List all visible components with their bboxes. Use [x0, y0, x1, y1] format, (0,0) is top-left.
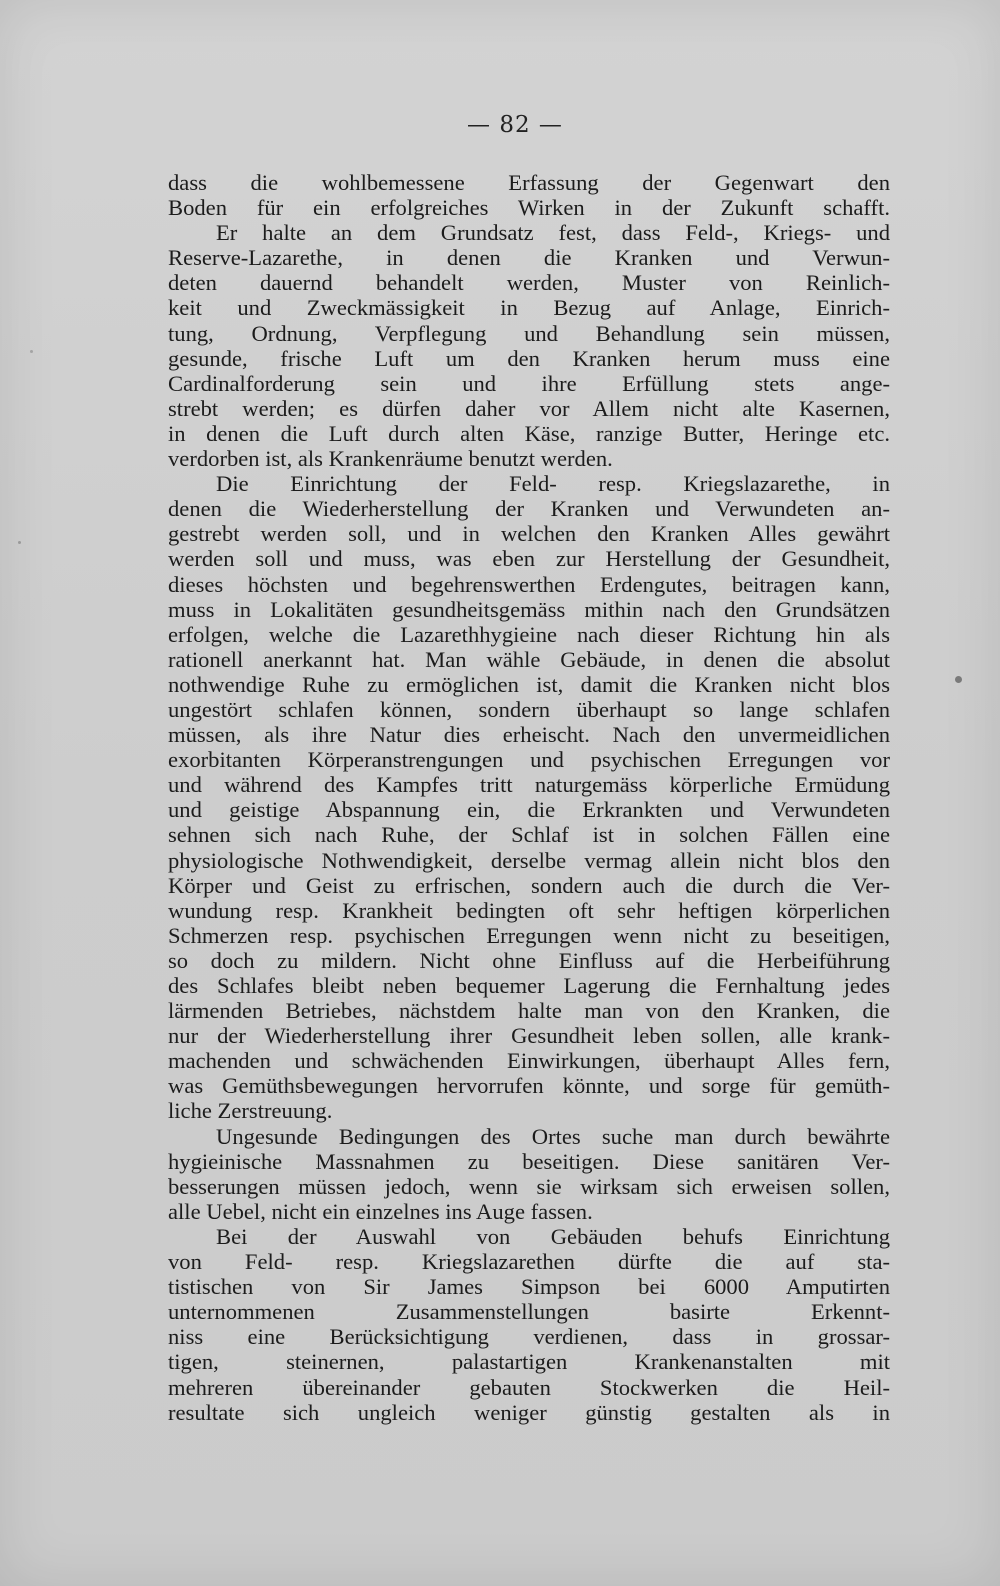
text-line: Bei der Auswahl von Gebäuden behufs Einrichtung	[216, 1223, 890, 1249]
text-line: müssen, als ihre Natur dies erheischt. Nach den unvermeidlichen	[168, 722, 890, 748]
paper-speck	[955, 676, 962, 683]
text-line: und während des Kampfes tritt naturgemäss körperliche Ermüdung	[168, 772, 890, 798]
text-line: Cardinalforderung sein und ihre Erfüllung stets ange-	[168, 370, 890, 396]
text-line: strebt werden; es dürfen daher vor Allem nicht alte Kasernen,	[168, 395, 890, 421]
text-line: unternommenen Zusammenstellungen basirte Erkennt-	[168, 1299, 890, 1325]
text-line: werden soll und muss, was eben zur Herstellung der Gesundheit,	[168, 546, 890, 572]
text-line: sehnen sich nach Ruhe, der Schlaf ist in solchen Fällen eine	[168, 822, 890, 848]
text-line: Die Einrichtung der Feld- resp. Kriegslazarethe, in	[216, 471, 890, 497]
text-line: verdorben ist, als Krankenräume benutzt werden.	[168, 446, 613, 472]
text-line: wundung resp. Krankheit bedingten oft sehr heftigen körperlichen	[168, 897, 890, 923]
text-line: Reserve-Lazarethe, in denen die Kranken und Verwun-	[168, 245, 890, 271]
text-line: des Schlafes bleibt neben bequemer Lagerung die Fernhaltung jedes	[168, 973, 890, 998]
text-line: ungestört schlafen können, sondern überhaupt so lange schlafen	[168, 696, 890, 722]
text-line: was Gemüthsbewegungen hervorrufen könnte, und sorge für gemüth-	[168, 1073, 890, 1099]
text-line: tung, Ordnung, Verpflegung und Behandlung sein müssen,	[168, 320, 890, 346]
text-line: liche Zerstreuung.	[168, 1098, 333, 1124]
paper-speck	[30, 350, 33, 353]
text-line: niss eine Berücksichtigung verdienen, dass in grossar-	[168, 1324, 890, 1350]
text-line: Er halte an dem Grundsatz fest, dass Feld-, Kriegs- und	[216, 220, 890, 246]
text-line: und geistige Abspannung ein, die Erkrankten und Verwundeten	[168, 797, 890, 823]
text-line: erfolgen, welche die Lazarethhygieine nach dieser Richtung hin als	[168, 621, 890, 647]
paper-speck	[18, 541, 21, 544]
text-line: keit und Zweckmässigkeit in Bezug auf Anlage, Einrich-	[168, 295, 890, 321]
text-line: tistischen von Sir James Simpson bei 6000 Amputirten	[168, 1274, 890, 1300]
text-line: nothwendige Ruhe zu ermöglichen ist, damit die Kranken nicht blos	[168, 671, 890, 697]
text-line: besserungen müssen jedoch, wenn sie wirksam sich erweisen sollen,	[168, 1173, 890, 1199]
text-line: tigen, steinernen, palastartigen Krankenanstalten mit	[168, 1349, 890, 1375]
text-line: Schmerzen resp. psychischen Erregungen wenn nicht zu beseitigen,	[168, 922, 890, 948]
text-line: Körper und Geist zu erfrischen, sondern auch die durch die Ver-	[168, 872, 890, 898]
text-line: mehreren übereinander gebauten Stockwerken die Heil-	[168, 1374, 890, 1400]
text-line: gesunde, frische Luft um den Kranken herum muss eine	[168, 345, 890, 371]
text-line: so doch zu mildern. Nicht ohne Einfluss auf die Herbeiführung	[168, 947, 890, 973]
text-line: in denen die Luft durch alten Käse, ranzige Butter, Heringe etc.	[168, 420, 890, 446]
text-line: resultate sich ungleich weniger günstig gestalten als in	[168, 1399, 890, 1425]
text-line: Boden für ein erfolgreiches Wirken in der Zukunft schafft.	[168, 195, 890, 221]
text-line: dieses höchsten und begehrenswerthen Erdengutes, beitragen kann,	[168, 571, 890, 597]
text-line: rationell anerkannt hat. Man wähle Gebäude, in denen die absolut	[168, 646, 890, 672]
text-line: physiologische Nothwendigkeit, derselbe vermag allein nicht blos den	[168, 847, 890, 873]
text-line: muss in Lokalitäten gesundheitsgemäss mithin nach den Grundsätzen	[168, 596, 890, 622]
text-line: lärmenden Betriebes, nächstdem halte man von den Kranken, die	[168, 998, 890, 1024]
text-line: alle Uebel, nicht ein einzelnes ins Auge fassen.	[168, 1198, 593, 1224]
text-line: exorbitanten Körperanstrengungen und psychischen Erregungen vor	[168, 747, 890, 773]
text-line: Ungesunde Bedingungen des Ortes suche man durch bewährte	[216, 1123, 890, 1149]
page-number: — 82 —	[467, 112, 563, 138]
text-line: deten dauernd behandelt werden, Muster von Reinlich-	[168, 270, 890, 296]
text-line: gestrebt werden soll, und in welchen den Kranken Alles gewährt	[168, 521, 890, 547]
text-line: nur der Wiederherstellung ihrer Gesundheit leben sollen, alle krank-	[168, 1023, 890, 1049]
body-text	[168, 170, 890, 1425]
text-line: dass die wohlbemessene Erfassung der Gegenwart den	[168, 170, 890, 195]
text-line: machenden und schwächenden Einwirkungen, überhaupt Alles fern,	[168, 1048, 890, 1074]
text-line: denen die Wiederherstellung der Kranken und Verwundeten an-	[168, 496, 890, 522]
text-line: hygieinische Massnahmen zu beseitigen. Diese sanitären Ver-	[168, 1148, 890, 1174]
text-line: von Feld- resp. Kriegslazarethen dürfte die auf sta-	[168, 1249, 890, 1275]
